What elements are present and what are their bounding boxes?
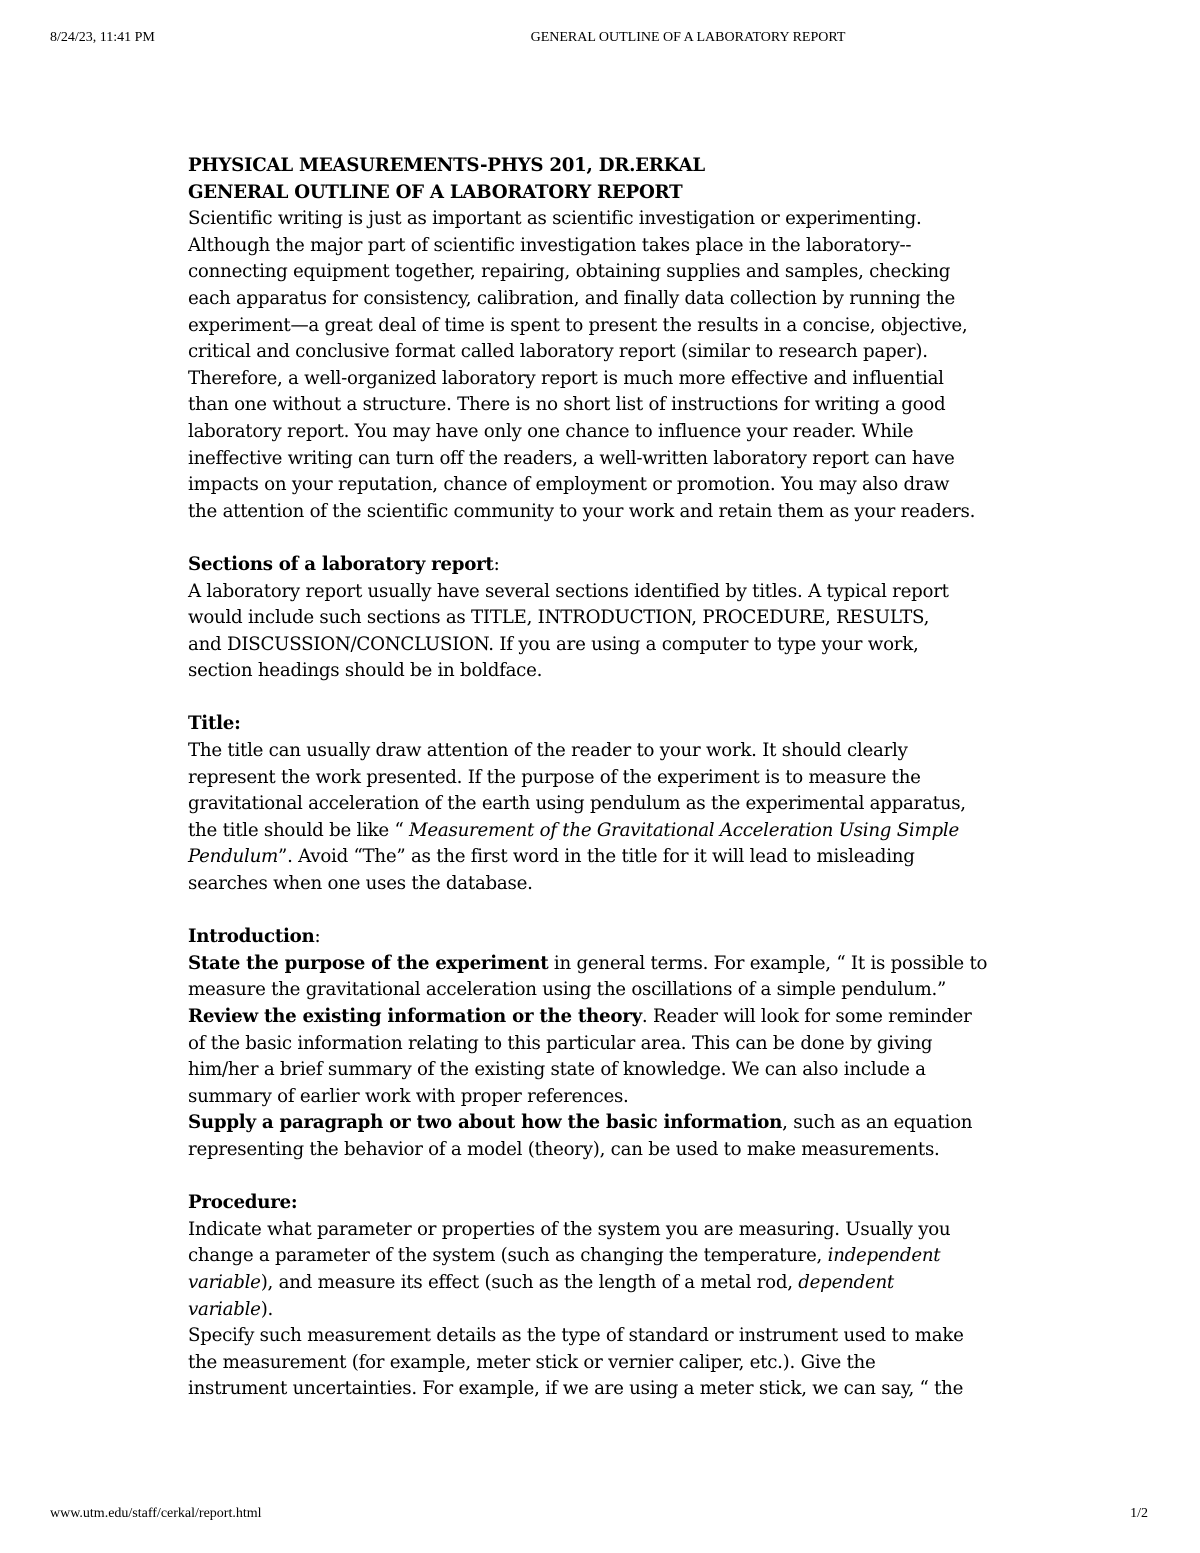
intro-point-text: in general terms. For example, “ It is possible to [548,952,988,974]
paragraph-line: would include such sections as TITLE, INTRODUCTION, PROCEDURE, RESULTS, [188,607,930,629]
paragraph-line [188,1243,1028,1270]
paragraph-line: him/her a brief summary of the existing state of knowledge. We can also include a [188,1059,926,1081]
paragraph-line: Therefore, a well-organized laboratory report is much more effective and influential [188,367,944,389]
print-page-number: 1/2 [1130,1506,1148,1521]
document-title-line2: GENERAL OUTLINE OF A LABORATORY REPORT [188,181,683,203]
procedure-text: change a parameter of the system (such as changing the temperature, [188,1245,828,1267]
procedure-text: ), and measure its effect (such as the length of a metal rod, [260,1271,799,1293]
paragraph-line: and DISCUSSION/CONCLUSION. If you are using a computer to type your work, [188,633,919,655]
paragraph-line: impacts on your reputation, chance of employment or promotion. You may also draw [188,474,950,496]
procedure-italic: independent [827,1245,941,1267]
document-body [188,153,1028,1403]
title-example-italic: Pendulum [188,846,279,868]
title-example-italic: Measurement of the Gravitational Acceleration Using Simple [409,819,959,841]
introduction-heading-text: Introduction [188,926,315,948]
intro-paragraph [188,206,1028,525]
paragraph-line [188,1297,1028,1324]
paragraph-line: The title can usually draw attention of the reader to your work. It should clearly [188,740,908,762]
paragraph-line [188,1110,1028,1137]
title-example-suffix: ”. Avoid “The” as the first word in the title for it will lead to misleading [278,846,915,868]
print-datetime: 8/24/23, 11:41 PM [50,30,155,45]
paragraph-line: laboratory report. You may have only one chance to influence your reader. While [188,420,914,442]
paragraph-line: searches when one uses the database. [188,873,533,895]
paragraph-line [188,1004,1028,1031]
heading-colon: : [314,926,321,948]
paragraph-line: section headings should be in boldface. [188,660,543,682]
paragraph-line: Although the major part of scientific investigation takes place in the laboratory-- [188,234,912,256]
paragraph-spacer [188,685,1028,712]
paragraph-line: represent the work presented. If the purpose of the experiment is to measure the [188,766,921,788]
introduction-heading [188,924,1028,951]
sections-heading [188,552,1028,579]
paragraph-line: than one without a structure. There is no short list of instructions for writing a good [188,394,946,416]
paragraph-line: summary of earlier work with proper references. [188,1085,629,1107]
paragraph-line: measure the gravitational acceleration using the oscillations of a simple pendulum.” [188,979,947,1001]
paragraph-line: connecting equipment together, repairing, obtaining supplies and samples, checking [188,261,951,283]
intro-point-text: , such as an equation [782,1112,973,1134]
title-section-heading: Title: [188,713,241,735]
paragraph-line: Indicate what parameter or properties of the system you are measuring. Usually you [188,1218,951,1240]
procedure-heading: Procedure: [188,1192,298,1214]
paragraph-line [188,951,1028,978]
paragraph-line: representing the behavior of a model (theory), can be used to make measurements. [188,1138,940,1160]
paragraph-line [188,844,1028,871]
intro-point-bold: Review the existing information or the theory [188,1006,642,1027]
paragraph-line: gravitational acceleration of the earth using pendulum as the experimental apparatus, [188,793,966,815]
heading-colon: : [493,553,500,575]
paragraph-line: critical and conclusive format called laboratory report (similar to research paper). [188,341,928,363]
paragraph-line: experiment—a great deal of time is spent to present the results in a concise, objective, [188,314,968,336]
procedure-italic: variable [188,1298,261,1320]
paragraph-spacer [188,525,1028,552]
paragraph-line: of the basic information relating to this particular area. This can be done by giving [188,1032,933,1054]
paragraph-spacer [188,1164,1028,1191]
procedure-italic: dependent [798,1271,894,1293]
paragraph-line [188,1270,1028,1297]
paragraph-line: instrument uncertainties. For example, if we are using a meter stick, we can say, “ the [188,1378,964,1400]
intro-point-text: . Reader will look for some reminder [641,1006,972,1027]
paragraph-line: the measurement (for example, meter stick or vernier caliper, etc.). Give the [188,1351,876,1373]
paragraph-line: Specify such measurement details as the type of standard or instrument used to make [188,1325,964,1347]
paragraph-line: the attention of the scientific community to your work and retain them as your readers. [188,500,976,522]
document-title-line1: PHYSICAL MEASUREMENTS-PHYS 201, DR.ERKAL [188,155,705,176]
procedure-text: ). [260,1298,274,1320]
paragraph-line [188,818,1028,845]
paragraph-line: A laboratory report usually have several sections identified by titles. A typical report [188,580,949,602]
paragraph-line: ineffective writing can turn off the readers, a well-written laboratory report can have [188,447,955,469]
paragraph-spacer [188,898,1028,925]
print-url-link[interactable]: www.utm.edu/staff/cerkal/report.html [50,1506,262,1521]
sections-heading-text: Sections of a laboratory report [188,553,494,575]
procedure-italic: variable [188,1271,261,1293]
title-example-prefix: the title should be like “ [188,819,410,841]
print-page-title: GENERAL OUTLINE OF A LABORATORY REPORT [530,30,846,45]
intro-point-bold: State the purpose of the experiment [188,952,549,974]
paragraph-line: each apparatus for consistency, calibration, and finally data collection by running the [188,287,956,309]
intro-point-bold: Supply a paragraph or two about how the basic information [188,1112,783,1134]
paragraph-line: Scientific writing is just as important as scientific investigation or experimenting. [188,208,922,230]
